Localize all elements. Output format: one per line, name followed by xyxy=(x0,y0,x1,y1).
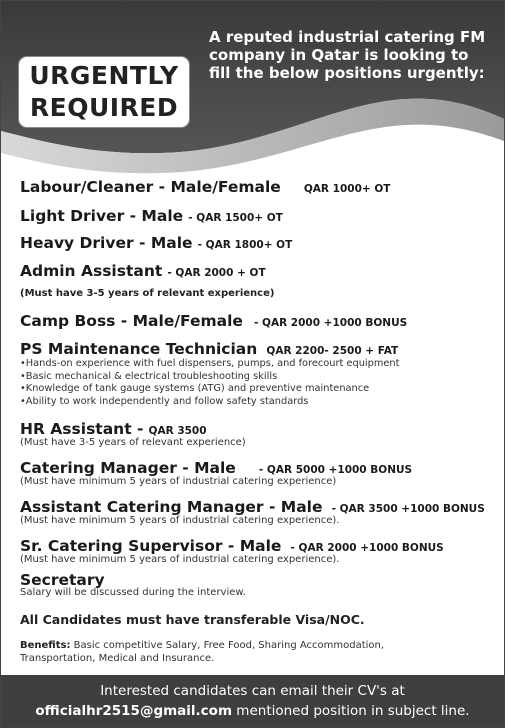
job-item xyxy=(20,311,407,330)
urgently-required-badge xyxy=(19,57,189,127)
job-pay: - QAR 2000 +1000 BONUS xyxy=(254,317,408,329)
footer-line-1: Interested candidates can email their CV's at xyxy=(100,683,405,699)
job-pay: - QAR 1500+ OT xyxy=(188,212,283,224)
job-pay: QAR 2200- 2500 + FAT xyxy=(266,345,399,357)
benefits-text: Basic competitive Salary, Free Food, Sharing Accommodation, xyxy=(73,640,385,651)
job-note: (Must have minimum 5 years of industrial catering experience). xyxy=(20,515,340,526)
job-item xyxy=(20,206,283,225)
job-item xyxy=(20,261,266,280)
job-item xyxy=(20,233,292,252)
job-pay: - QAR 2000 +1000 BONUS xyxy=(290,542,444,554)
tagline-line-2: company in Qatar is looking to xyxy=(209,46,469,64)
job-pay: - QAR 2000 + OT xyxy=(167,267,266,279)
job-pay: QAR 3500 xyxy=(148,425,207,437)
job-pay: QAR 1000+ OT xyxy=(303,183,391,195)
job-item xyxy=(20,497,485,516)
job-requirements xyxy=(20,358,399,408)
company-tagline xyxy=(209,28,499,82)
job-title: HR Assistant - xyxy=(20,420,144,438)
job-item xyxy=(20,419,207,438)
tagline-line-3: fill the below positions urgently: xyxy=(209,64,485,82)
job-pay: - QAR 5000 +1000 BONUS xyxy=(258,464,413,476)
job-title: Camp Boss - Male/Female xyxy=(20,312,243,330)
benefits-text-2: Transportation, Medical and Insurance. xyxy=(20,652,215,664)
requirement-bullet: •Knowledge of tank gauge systems (ATG) and preventive maintenance xyxy=(20,383,370,395)
benefits-label: Benefits: xyxy=(20,640,71,651)
job-title: Light Driver - Male xyxy=(20,207,184,225)
urgent-line-2: REQUIRED xyxy=(29,93,179,122)
requirement-bullet: •Hands-on experience with fuel dispensers, pumps, and forecourt equipment xyxy=(20,358,400,369)
contact-email[interactable]: officialhr2515@gmail.com xyxy=(35,703,233,719)
job-title: Sr. Catering Supervisor - Male xyxy=(20,537,282,555)
job-note: (Must have 3-5 years of relevant experience) xyxy=(20,437,246,448)
job-title: Labour/Cleaner - Male/Female xyxy=(20,178,281,196)
job-title: Admin Assistant xyxy=(20,262,163,280)
job-title: Heavy Driver - Male xyxy=(20,234,193,252)
job-item xyxy=(20,536,444,555)
benefits xyxy=(20,640,490,665)
job-note: (Must have minimum 5 years of industrial catering experience) xyxy=(20,476,337,487)
footer-line-2-rest: mentioned position in subject line. xyxy=(232,703,470,719)
footer-line-2 xyxy=(1,703,504,719)
job-pay: - QAR 3500 +1000 BONUS xyxy=(331,503,485,515)
job-note: (Must have 3-5 years of relevant experience) xyxy=(20,288,275,299)
job-note: (Must have minimum 5 years of industrial catering experience). xyxy=(20,554,340,565)
job-title: Assistant Catering Manager - Male xyxy=(20,498,323,516)
job-item xyxy=(20,339,398,358)
job-note: Salary will be discussed during the interview. xyxy=(20,587,246,598)
footer-contact xyxy=(1,675,504,727)
requirement-bullet: •Ability to work independently and follow safety standards xyxy=(20,395,309,407)
tagline-line-1: A reputed industrial catering FM xyxy=(209,28,486,46)
job-item xyxy=(20,177,390,196)
job-title: PS Maintenance Technician xyxy=(20,340,258,358)
urgent-line-1: URGENTLY xyxy=(29,61,179,90)
job-title: Catering Manager - Male xyxy=(20,459,236,477)
job-pay: - QAR 1800+ OT xyxy=(197,239,293,251)
job-title: Secretary xyxy=(20,571,105,589)
visa-notice: All Candidates must have transferable Visa/NOC. xyxy=(20,612,365,627)
job-item xyxy=(20,458,412,477)
requirement-bullet: •Basic mechanical & electrical troubleshooting skills xyxy=(20,370,278,382)
